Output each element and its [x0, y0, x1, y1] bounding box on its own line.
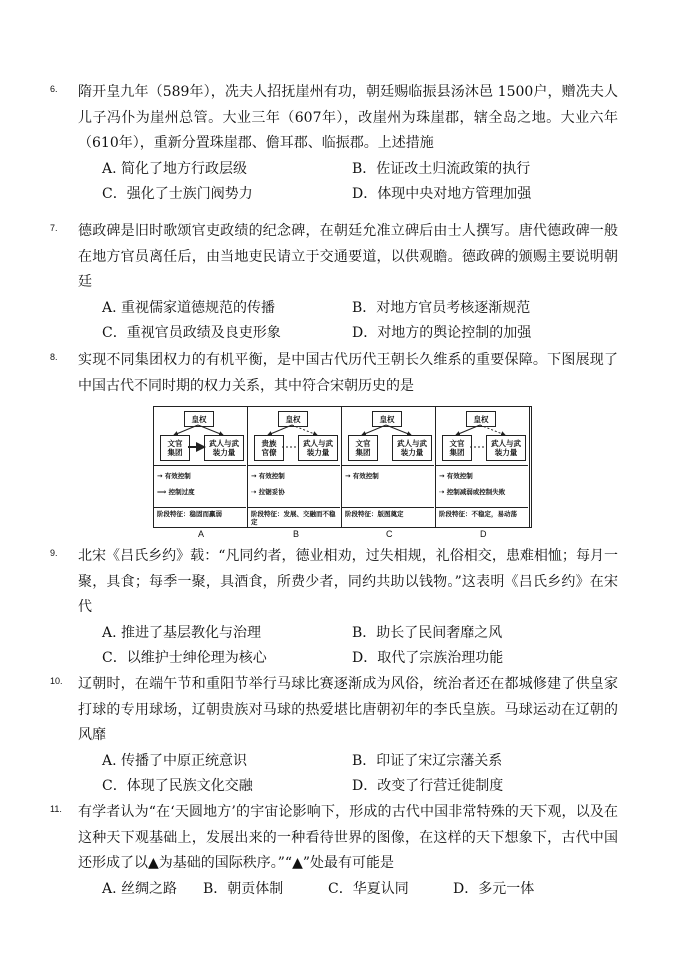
- option-d[interactable]: D．改变了行营迁徙制度: [352, 777, 504, 794]
- question-stem: 辽朝时，在端午节和重阳节举行马球比赛逐渐成为风俗，统治者还在都城修建了供皇家打球的专用球场，辽朝贵族对马球的热爱堪比唐朝初年的李氏皇族。马球运动在辽朝的风靡: [78, 676, 618, 743]
- question-stem: 德政碑是旧时歌颂官吏政绩的纪念碑，在朝廷允准立碑后由士人撰写。唐代德政碑一般在地方官员离任后，由当地吏民请立于交通要道，以供观瞻。德政碑的颁赐主要说明朝廷: [78, 223, 618, 290]
- option-c[interactable]: C．以维护士绅伦理为核心: [102, 649, 267, 666]
- question-6: [50, 80, 618, 207]
- question-8: [50, 348, 618, 399]
- option-a[interactable]: A. 重视儒家道德规范的传播: [102, 299, 276, 316]
- legend-secondary: ⇢ 拉锯妥协: [251, 488, 285, 496]
- box-military: 武人与武 装力量: [204, 435, 244, 461]
- question-stem: 实现不同集团权力的有机平衡，是中国古代历代王朝长久维系的重要保障。下图展现了中国古代不同时期的权力关系，其中符合宋朝历史的是: [78, 352, 618, 394]
- box-left-group: 文官 集团: [348, 435, 378, 461]
- option-c[interactable]: C．华夏认同: [328, 880, 409, 897]
- option-c[interactable]: C．体现了民族文化交融: [102, 777, 253, 794]
- panel-letter-b[interactable]: B: [293, 529, 300, 539]
- options: [78, 877, 618, 902]
- question-stem: 有学者认为“在‘天圆地方’的宇宙论影响下，形成的古代中国非常特殊的天下观，以及在这种天下观基础上，发展出来的一种看待世界的图像，在这样的天下想象下，古代中国还形成了以▲为基础的国际秩序。”“▲”处最有可能是: [78, 804, 618, 871]
- question-number: 8.: [50, 352, 58, 362]
- option-d[interactable]: D．取代了宗族治理功能: [352, 649, 504, 666]
- options: [78, 749, 618, 799]
- option-a[interactable]: A. 丝绸之路: [102, 880, 178, 897]
- question-11: [50, 800, 618, 902]
- legend-effective-control: → 有效控制: [251, 472, 285, 480]
- option-a[interactable]: A. 推进了基层教化与治理: [102, 624, 262, 641]
- option-c[interactable]: C．重视官员政绩及良吏形象: [102, 324, 281, 341]
- legend-effective-control: → 有效控制: [157, 472, 191, 480]
- box-military: 武人与武 装力量: [486, 435, 526, 461]
- box-left-group: 贵族 官僚: [254, 435, 284, 461]
- stage-feature: 阶段特征：版图奠定: [342, 507, 434, 520]
- question-10: [50, 672, 618, 799]
- box-left-group: 文官 集团: [160, 435, 190, 461]
- options: [78, 157, 618, 207]
- question-number: 11.: [50, 804, 62, 814]
- legend-effective-control: → 有效控制: [345, 472, 379, 480]
- question-number: 6.: [50, 84, 58, 94]
- option-b[interactable]: B．印证了宋辽宗藩关系: [352, 752, 503, 769]
- question-number: 7.: [50, 223, 58, 233]
- question-stem: 隋开皇九年（589年），冼夫人招抚崖州有功，朝廷赐临振县汤沐邑 1500户，赠冼夫人儿子冯仆为崖州总管。大业三年（607年），改崖州为珠崖郡，辖全岛之地。大业六年（610年），重新分置珠崖郡、儋耳郡、临振郡。上述措施: [78, 84, 618, 151]
- option-d[interactable]: D．对地方的舆论控制的加强: [352, 324, 532, 341]
- question-7: [50, 219, 618, 346]
- question-stem: 北宋《吕氏乡约》载：“凡同约者，德业相劝，过失相规，礼俗相交，患难相恤；每月一聚，具食；每季一聚，具酒食，所费少者，同约共助以钱物。”这表明《吕氏乡约》在宋代: [78, 548, 618, 615]
- box-left-group: 文官 集团: [442, 435, 472, 461]
- legend-effective-control: → 有效控制: [439, 472, 473, 480]
- option-a[interactable]: A. 传播了中原正统意识: [102, 752, 248, 769]
- power-relationship-diagram: [153, 406, 532, 528]
- options: [78, 296, 618, 346]
- option-b[interactable]: B．对地方官员考核逐渐规范: [352, 299, 531, 316]
- legend-secondary: ⇢ 控制减弱或控制失败: [439, 488, 506, 496]
- panel-letter-c[interactable]: C: [386, 529, 393, 539]
- option-d[interactable]: D．体现中央对地方管理加强: [352, 185, 532, 202]
- question-9: [50, 544, 618, 671]
- option-b[interactable]: B．朝贡体制: [203, 880, 284, 897]
- box-military: 武人与武 装力量: [392, 435, 432, 461]
- diagram-arrows: [154, 407, 531, 467]
- box-imperial-power: 皇权: [184, 411, 214, 427]
- question-number: 9.: [50, 548, 58, 558]
- question-number: 10.: [50, 676, 63, 686]
- option-b[interactable]: B．佐证改土归流政策的执行: [352, 160, 531, 177]
- box-military: 武人与武 装力量: [298, 435, 338, 461]
- stage-feature: 阶段特征：发展、交融而不稳定: [248, 507, 340, 528]
- options: [78, 621, 618, 671]
- legend-secondary: ⟹ 控制过度: [157, 488, 195, 496]
- panel-letter-d[interactable]: D: [480, 529, 487, 539]
- box-imperial-power: 皇权: [278, 411, 308, 427]
- option-a[interactable]: A. 简化了地方行政层级: [102, 160, 248, 177]
- option-c[interactable]: C．强化了士族门阀势力: [102, 185, 253, 202]
- box-imperial-power: 皇权: [466, 411, 496, 427]
- panel-letter-a[interactable]: A: [198, 529, 205, 539]
- option-d[interactable]: D．多元一体: [453, 880, 535, 897]
- option-b[interactable]: B．助长了民间奢靡之风: [352, 624, 503, 641]
- stage-feature: 阶段特征：不稳定，易动荡: [436, 507, 528, 520]
- box-imperial-power: 皇权: [372, 411, 402, 427]
- stage-feature: 阶段特征：稳固而羸弱: [154, 507, 246, 520]
